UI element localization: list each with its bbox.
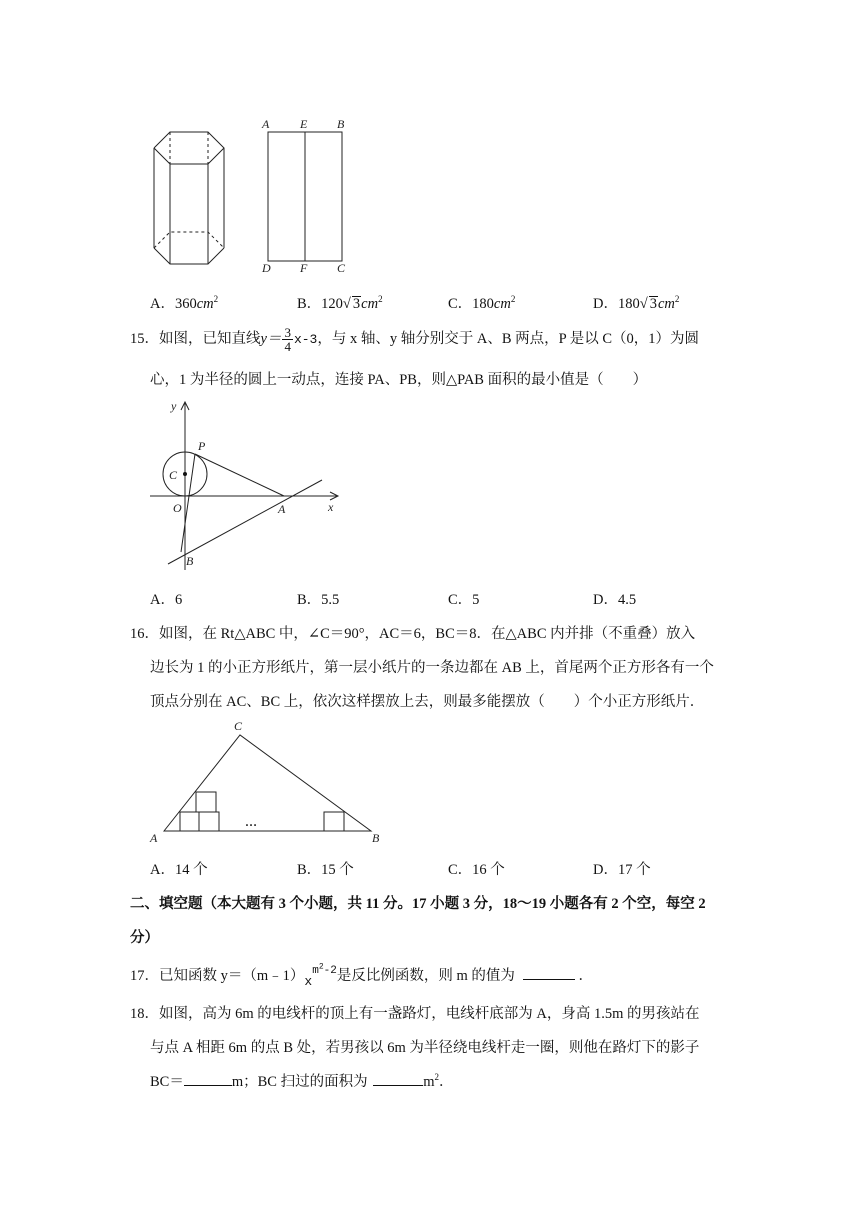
label-e: E bbox=[300, 118, 308, 131]
q15-line-1: 15．如图，已知直线y＝ $\frac{3}{4}$ x-3，与 x 轴、y 轴分别交于 A、B 两点，P 是以 C（0，1）为圆 bbox=[130, 325, 700, 354]
label-y: y bbox=[171, 399, 177, 413]
q14-option-b: B．120√ $3cm^2$ bbox=[297, 294, 383, 312]
q15-line-2: 心，1 为半径的圆上一动点，连接 PA、PB，则△PAB 面积的最小值是（ ） bbox=[150, 372, 648, 388]
label-c: C bbox=[169, 468, 178, 482]
ellipsis: … bbox=[245, 815, 257, 829]
q16-line-3: 顶点分别在 AC、BC 上，依次这样摆放上去，则最多能摆放（ ）个小正方形纸片． bbox=[150, 694, 705, 710]
q18-answer-blank-1[interactable] bbox=[184, 1085, 232, 1086]
q16-line-1: 16．如图，在 Rt△ABC 中，∠C＝90°，AC＝6，BC＝8．在△ABC 内并排（不重叠）放入 bbox=[130, 626, 696, 642]
q14-option-c: C．$180cm^2$ bbox=[448, 294, 516, 312]
q18-line-1: 18．如图，高为 6m 的电线杆的顶上有一盏路灯，电线杆底部为 A，身高 1.5m 的男孩站在 bbox=[130, 1006, 700, 1022]
label-b: B bbox=[186, 554, 194, 568]
label-d: D bbox=[262, 261, 271, 275]
label-a: A bbox=[278, 502, 286, 516]
label-o: O bbox=[173, 501, 182, 515]
q18-line-3: BC＝ m；BC 扫过的面积为 $m^2$． bbox=[150, 1072, 454, 1090]
q16-option-a: A．14 个 bbox=[150, 862, 208, 878]
q14-option-d: D．180√ $3cm^2$ bbox=[593, 294, 680, 312]
label-b: B bbox=[372, 831, 380, 845]
label-c: C bbox=[234, 719, 243, 733]
label-a: A bbox=[150, 831, 158, 845]
label-c: C bbox=[337, 261, 346, 275]
label-p: P bbox=[198, 439, 206, 453]
q17-line: 17．已知函数 $y=(m﹣1)x^{m^2-2}$是反比例函数，则 m 的值为 ． bbox=[130, 962, 593, 989]
q16-line-2: 边长为 1 的小正方形纸片，第一层小纸片的一条边都在 AB 上，首尾两个正方形各有一个 bbox=[150, 660, 714, 676]
q15-option-b: B．5.5 bbox=[297, 592, 340, 608]
section-heading-cont: 分） bbox=[130, 930, 159, 946]
q16-triangle-figure bbox=[140, 714, 390, 846]
label-f: F bbox=[300, 261, 308, 275]
q15-figure bbox=[140, 394, 360, 574]
q16-option-b: B．15 个 bbox=[297, 862, 354, 878]
label-a: A bbox=[262, 118, 270, 131]
q18-line-2: 与点 A 相距 6m 的点 B 处，若男孩以 6m 为半径绕电线杆走一圈，则他在路灯下的影子 bbox=[150, 1040, 700, 1056]
hexagonal-prism-figure bbox=[140, 118, 370, 278]
label-x: x bbox=[328, 500, 334, 514]
q15-option-c: C．5 bbox=[448, 592, 480, 608]
section-heading: 二、填空题（本大题有 3 个小题，共 11 分。17 小题 3 分，18～19 小题各有 2 个空，每空 2 bbox=[130, 896, 706, 912]
q16-option-c: C．16 个 bbox=[448, 862, 505, 878]
q16-option-d: D．17 个 bbox=[593, 862, 651, 878]
q14-option-a: A．$360cm^2$ bbox=[150, 294, 219, 312]
q18-answer-blank-2[interactable] bbox=[373, 1085, 423, 1086]
q15-option-a: A．6 bbox=[150, 592, 183, 608]
q15-option-d: D．4.5 bbox=[593, 592, 637, 608]
q17-answer-blank[interactable] bbox=[523, 979, 575, 980]
label-b: B bbox=[337, 118, 345, 131]
